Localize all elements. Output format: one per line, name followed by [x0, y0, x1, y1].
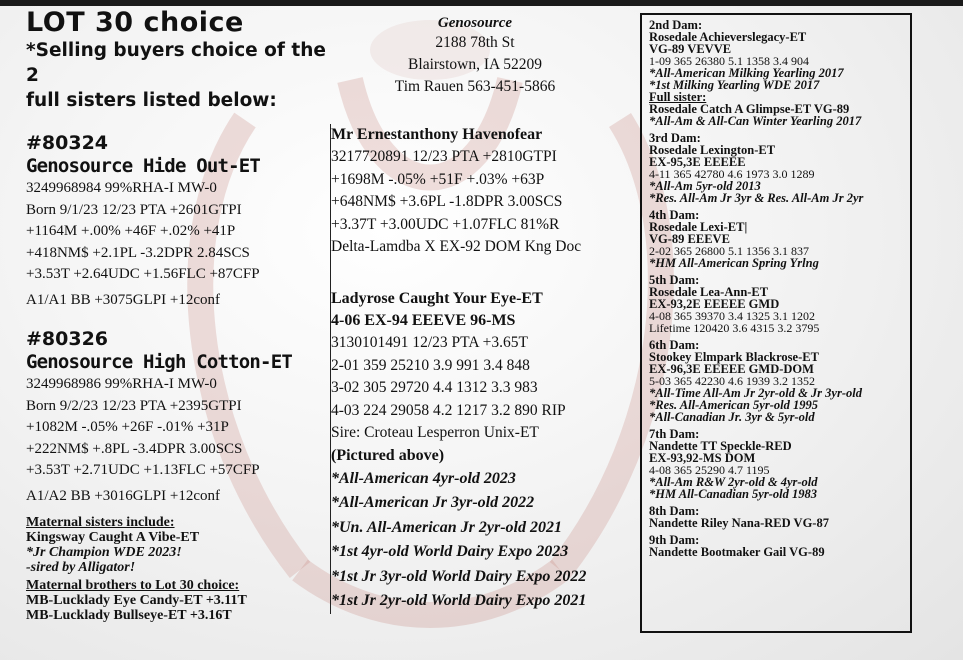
maternal-brother: MB-Lucklady Eye Candy-ET +3.11T: [26, 593, 247, 608]
pedigree-note: *All-Time All-Am Jr 2yr-old & Jr 3yr-old: [649, 386, 862, 400]
pedigree-dam-7: [649, 428, 910, 500]
maternal-brother: MB-Lucklady Bullseye-ET +3.16T: [26, 608, 232, 623]
pedigree-note: *HM All-Canadian 5yr-old 1983: [649, 487, 817, 501]
dam-honor: *All-American 4yr-old 2023: [331, 469, 516, 487]
seller-city: Blairstown, IA 52209: [408, 56, 542, 73]
pedigree-box: [640, 13, 912, 633]
pedigree-class: VG-89 EEEVE: [649, 232, 730, 246]
dam-honor: *1st Jr 3yr-old World Dairy Expo 2022: [331, 567, 587, 585]
pedigree-note: *All-Canadian Jr. 3yr & 5yr-old: [649, 410, 815, 424]
dam-stat-line: 2-01 359 25210 3.9 991 3.4 848: [331, 356, 530, 374]
animal-stat-line: 3249968986 99%RHA-I MW-0: [26, 376, 217, 392]
pedigree-heading: 5th Dam:: [649, 273, 700, 287]
pedigree-heading: 6th Dam:: [649, 338, 700, 352]
pedigree-name: Stookey Elmpark Blackrose-ET: [649, 350, 819, 364]
animal-2: [26, 328, 326, 507]
pedigree-heading: 3rd Dam:: [649, 131, 701, 145]
sire-stat-line: 3217720891 12/23 PTA +2810GTPI: [331, 148, 557, 165]
lot-title: LOT 30 choice: [26, 7, 244, 38]
pedigree-stat: 5-03 365 42230 4.6 1939 3.2 1352: [649, 374, 815, 388]
animal-number: #80326: [26, 328, 109, 350]
animal-stat-line: +418NM$ +2.1PL -3.2DPR 2.84SCS: [26, 244, 250, 261]
top-bar: [0, 0, 963, 6]
sire-stat-line: +3.37T +3.00UDC +1.07FLC 81%R: [331, 215, 560, 233]
animal-number: #80324: [26, 132, 109, 154]
dam-block: [330, 276, 630, 614]
pedigree-heading: 4th Dam:: [649, 208, 700, 222]
sire-name: Mr Ernestanthony Havenofear: [331, 126, 543, 143]
pedigree-note: *1st Milking Yearling WDE 2017: [649, 78, 820, 92]
pedigree-heading: 2nd Dam:: [649, 18, 703, 32]
sire-stat-line: +648NM$ +3.6PL -1.8DPR 3.00SCS: [331, 193, 563, 210]
pedigree-name: Rosedale Lexi-ET|: [649, 220, 748, 234]
animal-stat-line: +222NM$ +.8PL -3.4DPR 3.00SCS: [26, 440, 243, 457]
dam-sire-line: Sire: Croteau Lesperron Unix-ET: [331, 424, 539, 441]
pedigree-class: EX-93,92-MS DOM: [649, 451, 756, 465]
pedigree-name: Rosedale Lexington-ET: [649, 143, 776, 157]
pedigree-note: *Res. All-Am Jr 3yr & Res. All-Am Jr 2yr: [649, 191, 864, 205]
maternal-sisters-heading: Maternal sisters include:: [26, 515, 175, 530]
dam-honor: *1st Jr 2yr-old World Dairy Expo 2021: [331, 592, 587, 609]
lot-subtitle-2: full sisters listed below:: [26, 90, 277, 111]
pedigree-stat: Lifetime 120420 3.6 4315 3.2 3795: [649, 321, 820, 335]
lot-subtitle-1: *Selling buyers choice of the 2: [26, 40, 326, 86]
dam-classification: 4-06 EX-94 EEEVE 96-MS: [331, 312, 516, 329]
pedigree-name: Nandette TT Speckle-RED: [649, 439, 792, 453]
full-sister-name: Rosedale Catch A Glimpse-ET VG-89: [649, 102, 850, 116]
pedigree-stat: 4-11 365 42780 4.6 1973 3.0 1289: [649, 167, 815, 181]
dam-stat-line: 3130101491 12/23 PTA +3.65T: [331, 334, 528, 351]
pedigree-stat: 2-02 365 26800 5.1 1356 3.1 837: [649, 244, 809, 258]
lot-column: [26, 8, 326, 623]
pedigree-class: VG-89 VEVVE: [649, 42, 732, 56]
animal-stat-line: +3.53T +2.71UDC +1.13FLC +57CFP: [26, 462, 260, 478]
animal-stat-line: 3249968984 99%RHA-I MW-0: [26, 180, 217, 196]
sire-stat-line: +1698M -.05% +51F +.03% +63P: [331, 170, 545, 188]
dam-honor: *Un. All-American Jr 2yr-old 2021: [331, 518, 562, 536]
maternal-sister-note: -sired by Alligator!: [26, 560, 136, 575]
dam-honor: *All-American Jr 3yr-old 2022: [331, 494, 535, 511]
pedigree-class: EX-93,2E EEEEE GMD: [649, 297, 780, 311]
animal-1: [26, 132, 326, 311]
pedigree-stat: 4-08 365 39370 3.4 1325 3.1 1202: [649, 309, 815, 323]
pedigree-note: *All-American Milking Yearling 2017: [649, 66, 844, 80]
pedigree-note: *All-Am 5yr-old 2013: [649, 179, 761, 193]
pedigree-name: Rosedale Achieverslegacy-ET: [649, 30, 807, 44]
pedigree-dam-3: [649, 132, 910, 204]
pedigree-note: *HM All-American Spring Yrlng: [649, 256, 819, 270]
full-sister-note: *All-Am & All-Can Winter Yearling 2017: [649, 114, 862, 128]
pedigree-dam-6: [649, 339, 910, 423]
maternal-sister-name: Kingsway Caught A Vibe-ET: [26, 530, 200, 545]
pedigree-heading: 9th Dam:: [649, 533, 700, 547]
animal-name: Genosource Hide Out-ET: [26, 155, 261, 177]
dam-name: Ladyrose Caught Your Eye-ET: [331, 290, 543, 307]
animal-stat-line: A1/A1 BB +3075GLPI +12conf: [26, 291, 220, 308]
animal-stat-line: Born 9/2/23 12/23 PTA +2395GTPI: [26, 397, 242, 414]
parents-column: [330, 124, 630, 614]
seller-address: 2188 78th St: [435, 34, 515, 51]
pedigree-dam-8: [649, 505, 910, 529]
animal-stat-line: +1082M -.05% +26F -.01% +31P: [26, 419, 229, 435]
dam-stat-line: 4-03 224 29058 4.2 1217 3.2 890 RIP: [331, 401, 566, 419]
pedigree-heading: 8th Dam:: [649, 504, 700, 518]
pedigree-class: EX-95,3E EEEEE: [649, 155, 746, 169]
animal-stat-line: +3.53T +2.64UDC +1.56FLC +87CFP: [26, 266, 260, 282]
pedigree-stat: 4-08 365 25290 4.7 1195: [649, 463, 770, 477]
pedigree-dam-9: [649, 534, 910, 558]
pedigree-dam-5: [649, 274, 910, 334]
pedigree-note: *Res. All-American 5yr-old 1995: [649, 398, 818, 412]
pedigree-heading: 7th Dam:: [649, 427, 700, 441]
pedigree-stat: 1-09 365 26380 5.1 1358 3.4 904: [649, 54, 809, 68]
seller-name: Genosource: [437, 15, 513, 31]
seller-contact: [330, 14, 620, 98]
maternal-brothers-heading: Maternal brothers to Lot 30 choice:: [26, 578, 240, 593]
pedigree-dam-4: [649, 209, 910, 269]
animal-stat-line: Born 9/1/23 12/23 PTA +2601GTPI: [26, 201, 242, 218]
dam-honor: *1st 4yr-old World Dairy Expo 2023: [331, 543, 569, 560]
pedigree-name: Rosedale Lea-Ann-ET: [649, 285, 769, 299]
animal-stat-line: +1164M +.00% +46F +.02% +41P: [26, 223, 236, 239]
seller-phone: Tim Rauen 563-451-5866: [394, 78, 556, 95]
pedigree-class: EX-96,3E EEEEE GMD-DOM: [649, 362, 814, 376]
pedigree-name: Nandette Bootmaker Gail VG-89: [649, 545, 825, 559]
pedigree-note: *All-Am R&W 2yr-old & 4yr-old: [649, 475, 818, 489]
sire-block: [330, 124, 630, 288]
sire-stat-line: Delta-Lamdba X EX-92 DOM Kng Doc: [331, 238, 582, 255]
dam-pictured-note: (Pictured above): [331, 446, 445, 464]
dam-stat-line: 3-02 305 29720 4.4 1312 3.3 983: [331, 379, 538, 396]
maternal-sister-note: *Jr Champion WDE 2023!: [26, 545, 182, 560]
pedigree-dam-2: [649, 19, 910, 127]
pedigree-name: Nandette Riley Nana-RED VG-87: [649, 516, 829, 530]
full-sister-heading: Full sister:: [649, 90, 707, 104]
animal-stat-line: A1/A2 BB +3016GLPI +12conf: [26, 487, 220, 504]
maternal-family: [26, 515, 326, 623]
animal-name: Genosource High Cotton-ET: [26, 351, 292, 373]
